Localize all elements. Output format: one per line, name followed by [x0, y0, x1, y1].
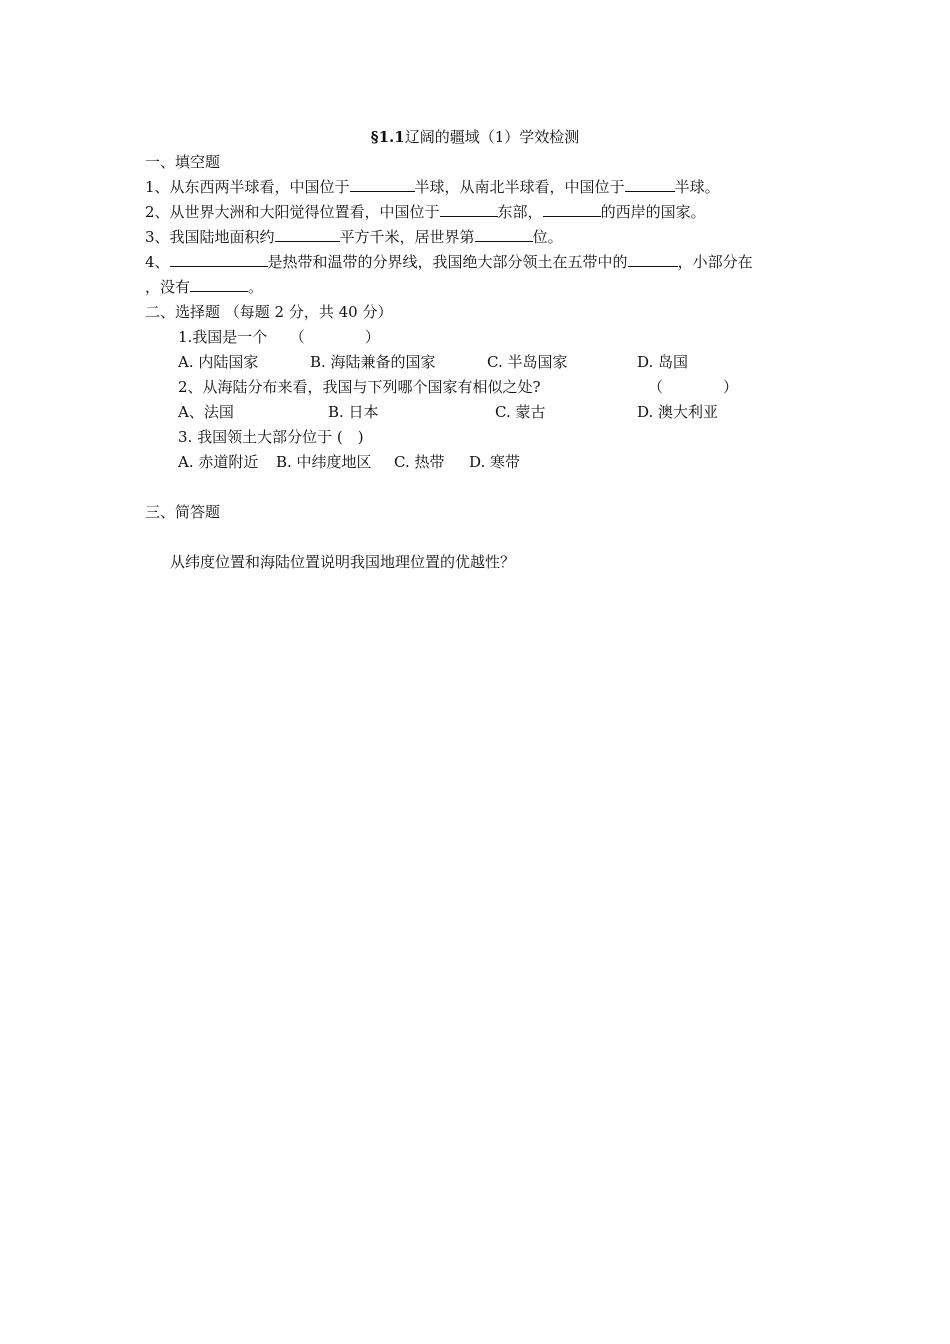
answer-blank[interactable]	[625, 177, 675, 192]
fill-question-2: 2、从世界大洲和大阳觉得位置看，中国位于 东部， 的西岸的国家。	[145, 203, 706, 221]
section2-heading: 二、选择题 （每题 2 分，共 40 分）	[145, 303, 393, 321]
section3-heading: 三、简答题	[145, 503, 221, 521]
page-title	[0, 127, 950, 147]
section1-heading: 一、填空题	[145, 153, 221, 171]
short-answer-question: 从纬度位置和海陆位置说明我国地理位置的优越性？	[170, 553, 516, 571]
answer-blank[interactable]	[475, 227, 533, 242]
answer-blank[interactable]	[628, 252, 678, 267]
choice-option[interactable]: D. 澳大利亚	[637, 403, 719, 421]
section-number: §1.1	[370, 128, 405, 146]
choice-option[interactable]: A、法国	[178, 403, 234, 421]
choice-option[interactable]: A. 赤道附近	[178, 453, 259, 471]
fill-question-4: 4、 是热带和温带的分界线，我国绝大部分领土在五带中的 ，小部分在	[145, 253, 753, 271]
choice-option[interactable]: A. 内陆国家	[178, 353, 259, 371]
answer-blank[interactable]	[350, 177, 415, 192]
answer-blank[interactable]	[440, 202, 498, 217]
answer-paren: （ ）	[648, 378, 739, 396]
answer-blank[interactable]	[275, 227, 340, 242]
choice-option[interactable]: C. 半岛国家	[487, 353, 568, 371]
fill-question-1: 1、从东西两半球看，中国位于 半球，从南北半球看，中国位于 半球。	[145, 178, 720, 196]
fill-question-3: 3、我国陆地面积约 平方千米，居世界第 位。	[145, 228, 563, 246]
fill-question-4-cont: ，没有 。	[145, 278, 264, 296]
choice-option[interactable]: B. 中纬度地区	[276, 453, 372, 471]
answer-blank[interactable]	[190, 277, 248, 292]
title-text: 辽阔的疆域（1）学效检测	[404, 128, 580, 146]
choice-question-1: 1.我国是一个 （ ）	[178, 328, 380, 346]
choice-option[interactable]: B. 日本	[328, 403, 379, 421]
answer-blank[interactable]	[170, 252, 268, 267]
choice-option[interactable]: D. 寒带	[469, 453, 521, 471]
choice-option[interactable]: C. 热带	[394, 453, 445, 471]
choice-option[interactable]: D. 岛国	[637, 353, 689, 371]
choice-question-3: 3. 我国领土大部分位于 ( )	[178, 428, 364, 446]
choice-option[interactable]: B. 海陆兼备的国家	[310, 353, 436, 371]
choice-question-2: 2、从海陆分布来看，我国与下列哪个国家有相似之处?	[178, 378, 541, 396]
answer-blank[interactable]	[543, 202, 601, 217]
choice-option[interactable]: C. 蒙古	[495, 403, 546, 421]
